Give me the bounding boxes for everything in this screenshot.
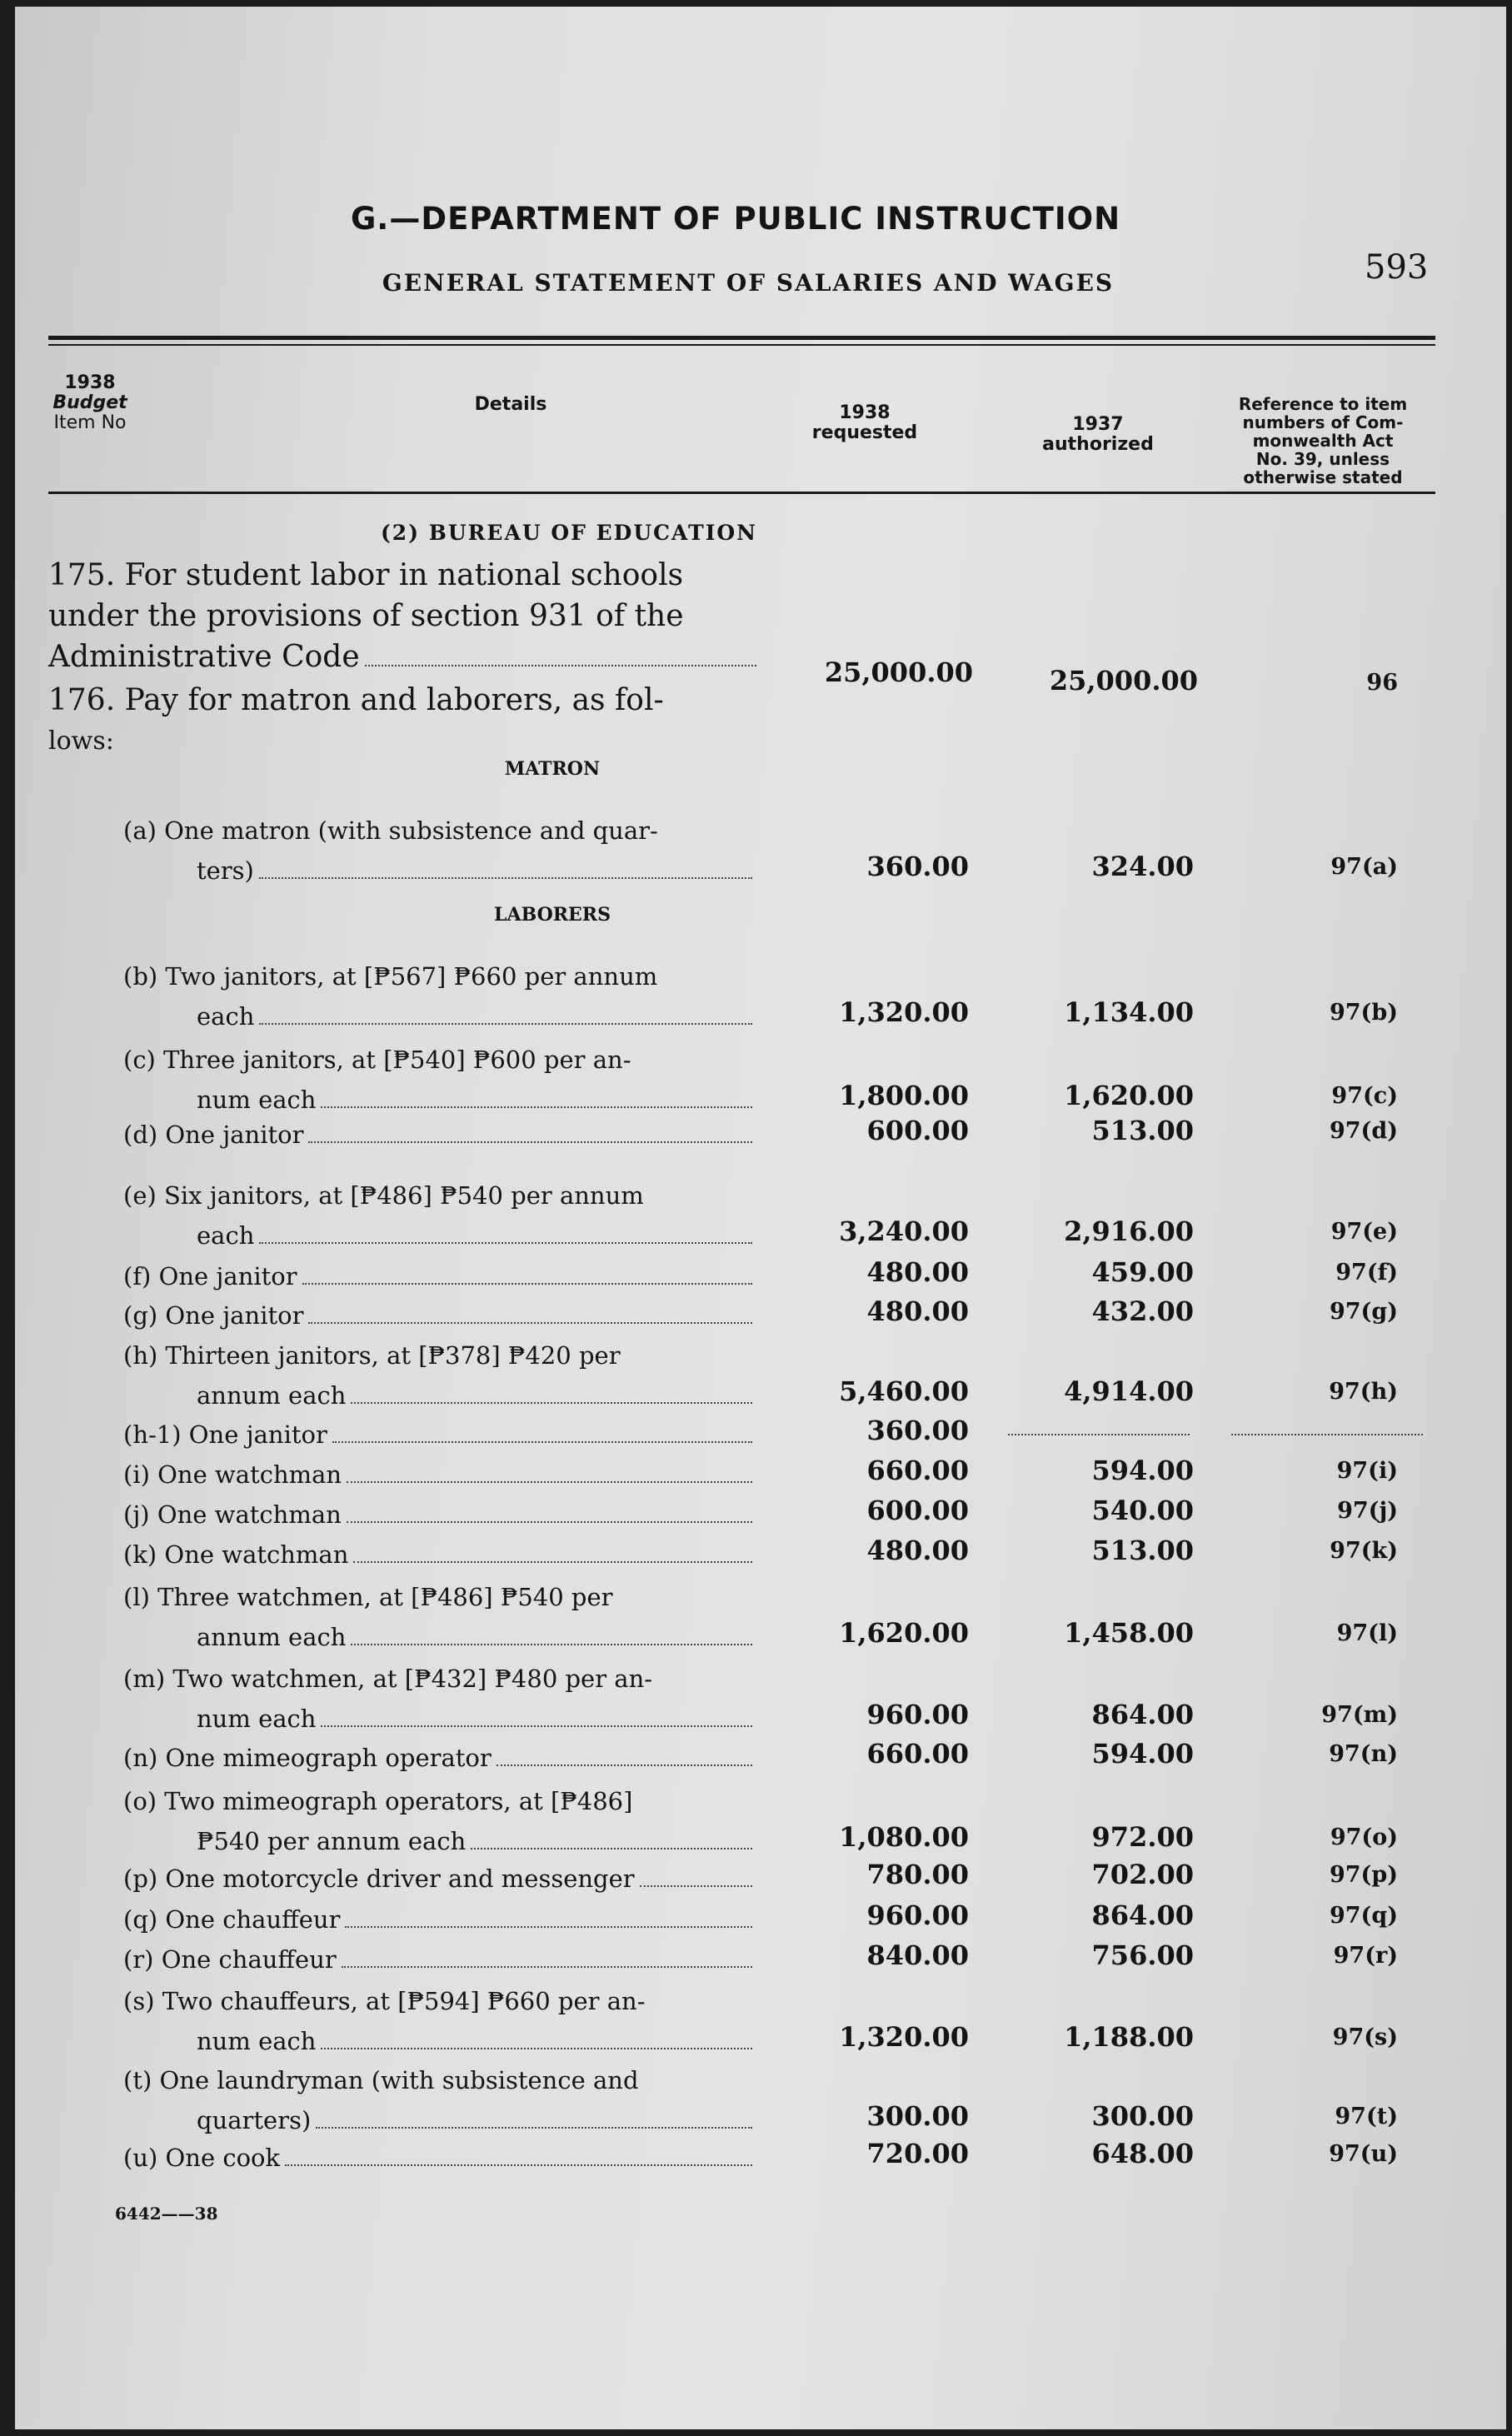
line-item-ref: 97(o) <box>1330 1825 1398 1850</box>
line-item-requested: 1,800.00 <box>839 1080 969 1111</box>
line-item-detail: (t) One laundryman (with subsistence and quarters) <box>123 2060 752 2140</box>
line-item-detail: (b) Two janitors, at [₱567] ₱660 per annum each <box>123 956 752 1036</box>
line-item-ref: 97(k) <box>1330 1538 1398 1564</box>
line-item-ref: 97(n) <box>1329 1741 1398 1767</box>
line-item-ref: 97(h) <box>1329 1379 1398 1405</box>
line-item-ref: 97(e) <box>1330 1219 1398 1245</box>
line-item-ref: 97(p) <box>1329 1862 1398 1888</box>
col-1938-requested: 1938 requested <box>811 402 918 443</box>
line-item-ref: 97(a) <box>1330 854 1398 880</box>
print-code: 6442——38 <box>115 2204 218 2224</box>
item-175-requested: 25,000.00 <box>824 656 973 688</box>
line-item-detail: (o) Two mimeograph operators, at [₱486] ₱540 per annum each <box>123 1781 752 1861</box>
line-item-detail: (g) One janitor <box>123 1295 752 1335</box>
line-item-authorized: 864.00 <box>1091 1899 1194 1931</box>
line-item-requested: 480.00 <box>866 1295 969 1327</box>
authorized-blank-dots <box>1008 1433 1190 1435</box>
line-item-requested: 360.00 <box>866 1415 969 1446</box>
line-item-authorized: 513.00 <box>1091 1115 1194 1146</box>
line-item-requested: 780.00 <box>866 1859 969 1890</box>
statement-subtitle: GENERAL STATEMENT OF SALARIES AND WAGES <box>382 269 1115 297</box>
line-item-detail: (h-1) One janitor <box>123 1415 752 1455</box>
line-item-detail: (m) Two watchmen, at [₱432] ₱480 per an- num each <box>123 1659 752 1739</box>
line-item-authorized: 648.00 <box>1091 2138 1194 2169</box>
line-item-detail: (p) One motorcycle driver and messenger <box>123 1859 752 1899</box>
line-item-requested: 1,320.00 <box>839 2021 969 2053</box>
line-item-authorized: 864.00 <box>1091 1699 1194 1730</box>
line-item-ref: 97(i) <box>1336 1458 1398 1484</box>
line-item-requested: 480.00 <box>866 1256 969 1288</box>
line-item-requested: 300.00 <box>866 2100 969 2132</box>
line-item-detail: (i) One watchman <box>123 1455 752 1495</box>
line-item-authorized: 300.00 <box>1091 2100 1194 2132</box>
line-item-requested: 960.00 <box>866 1699 969 1730</box>
top-rule-thin <box>48 344 1435 346</box>
line-item-detail: (u) One cook <box>123 2138 752 2178</box>
line-item-ref: 97(r) <box>1333 1943 1398 1969</box>
line-item-detail: (h) Thirteen janitors, at [₱378] ₱420 per annum each <box>123 1335 752 1415</box>
line-item-detail: (q) One chauffeur <box>123 1899 752 1939</box>
line-item-requested: 3,240.00 <box>839 1216 969 1247</box>
line-item-ref: 97(s) <box>1332 2024 1398 2050</box>
line-item-authorized: 432.00 <box>1091 1295 1194 1327</box>
line-item-detail: (s) Two chauffeurs, at [₱594] ₱660 per an- num each <box>123 1981 752 2061</box>
line-item-requested: 1,080.00 <box>839 1821 969 1853</box>
line-item-requested: 720.00 <box>866 2138 969 2169</box>
department-title: G.—DEPARTMENT OF PUBLIC INSTRUCTION <box>350 201 1121 237</box>
line-item-authorized: 2,916.00 <box>1064 1216 1194 1247</box>
item-176: 176. Pay for matron and laborers, as fol- lows: <box>48 683 664 756</box>
line-item-requested: 960.00 <box>866 1899 969 1931</box>
line-item-authorized: 324.00 <box>1091 851 1194 882</box>
line-item-ref: 97(m) <box>1321 1702 1398 1728</box>
line-item-requested: 1,320.00 <box>839 996 969 1028</box>
col-budget-item: 1938 Budget Item No <box>52 372 127 433</box>
header-rule <box>48 492 1435 494</box>
line-item-requested: 1,620.00 <box>839 1617 969 1649</box>
col-details: Details <box>474 394 547 415</box>
line-item-detail: (r) One chauffeur <box>123 1939 752 1979</box>
line-item-authorized: 4,914.00 <box>1064 1375 1194 1407</box>
line-item-ref: 97(j) <box>1337 1498 1398 1524</box>
line-item-detail: (k) One watchman <box>123 1535 752 1575</box>
col-1937-authorized: 1937 authorized <box>1042 414 1154 455</box>
line-item-authorized: 756.00 <box>1091 1939 1194 1971</box>
line-item-requested: 480.00 <box>866 1535 969 1566</box>
line-item-ref: 97(d) <box>1329 1118 1398 1144</box>
line-item-requested: 600.00 <box>866 1495 969 1526</box>
line-item-detail: (a) One matron (with subsistence and quar- ters) <box>123 811 752 891</box>
line-item-ref: 97(q) <box>1329 1903 1398 1929</box>
line-item-authorized: 594.00 <box>1091 1455 1194 1486</box>
item-175: 175. For student labor in national schools under the provisions of section 931 of the Administrative Code <box>48 555 756 677</box>
line-item-authorized: 1,134.00 <box>1064 996 1194 1028</box>
line-item-authorized: 459.00 <box>1091 1256 1194 1288</box>
line-item-detail: (n) One mimeograph operator <box>123 1738 752 1778</box>
line-item-authorized: 972.00 <box>1091 1821 1194 1853</box>
line-item-ref: 97(b) <box>1329 1000 1398 1026</box>
line-item-requested: 840.00 <box>866 1939 969 1971</box>
line-item-ref: 97(l) <box>1336 1620 1398 1646</box>
line-item-requested: 360.00 <box>866 851 969 882</box>
line-item-authorized: 1,458.00 <box>1064 1617 1194 1649</box>
reference-blank-dots <box>1231 1433 1423 1435</box>
line-item-authorized: 594.00 <box>1091 1738 1194 1770</box>
matron-heading: MATRON <box>504 758 601 780</box>
laborers-heading: LABORERS <box>494 904 611 926</box>
line-item-ref: 97(t) <box>1335 2104 1398 2129</box>
line-item-ref: 97(u) <box>1329 2141 1398 2167</box>
document-page <box>15 7 1506 2429</box>
item-175-authorized: 25,000.00 <box>1049 665 1198 696</box>
line-item-authorized: 1,188.00 <box>1064 2021 1194 2053</box>
section-heading: (2) BUREAU OF EDUCATION <box>380 521 758 545</box>
line-item-authorized: 513.00 <box>1091 1535 1194 1566</box>
line-item-detail: (d) One janitor <box>123 1115 752 1155</box>
line-item-authorized: 702.00 <box>1091 1859 1194 1890</box>
line-item-detail: (l) Three watchmen, at [₱486] ₱540 per annum each <box>123 1577 752 1657</box>
line-item-ref: 97(f) <box>1335 1260 1398 1285</box>
line-item-authorized: 540.00 <box>1091 1495 1194 1526</box>
line-item-authorized: 1,620.00 <box>1064 1080 1194 1111</box>
line-item-ref: 97(c) <box>1331 1083 1398 1109</box>
line-item-detail: (e) Six janitors, at [₱486] ₱540 per annum each <box>123 1176 752 1255</box>
line-item-detail: (f) One janitor <box>123 1256 752 1296</box>
col-reference: Reference to item numbers of Com- monwealth Act No. 39, unless otherwise stated <box>1238 394 1408 487</box>
line-item-requested: 600.00 <box>866 1115 969 1146</box>
page-number: 593 <box>1365 248 1429 287</box>
line-item-detail: (j) One watchman <box>123 1495 752 1535</box>
line-item-requested: 660.00 <box>866 1738 969 1770</box>
line-item-detail: (c) Three janitors, at [₱540] ₱600 per an- num each <box>123 1040 752 1120</box>
line-item-requested: 660.00 <box>866 1455 969 1486</box>
item-175-ref: 96 <box>1366 670 1398 696</box>
top-rule <box>48 336 1435 340</box>
line-item-ref: 97(g) <box>1329 1299 1398 1325</box>
line-item-requested: 5,460.00 <box>839 1375 969 1407</box>
